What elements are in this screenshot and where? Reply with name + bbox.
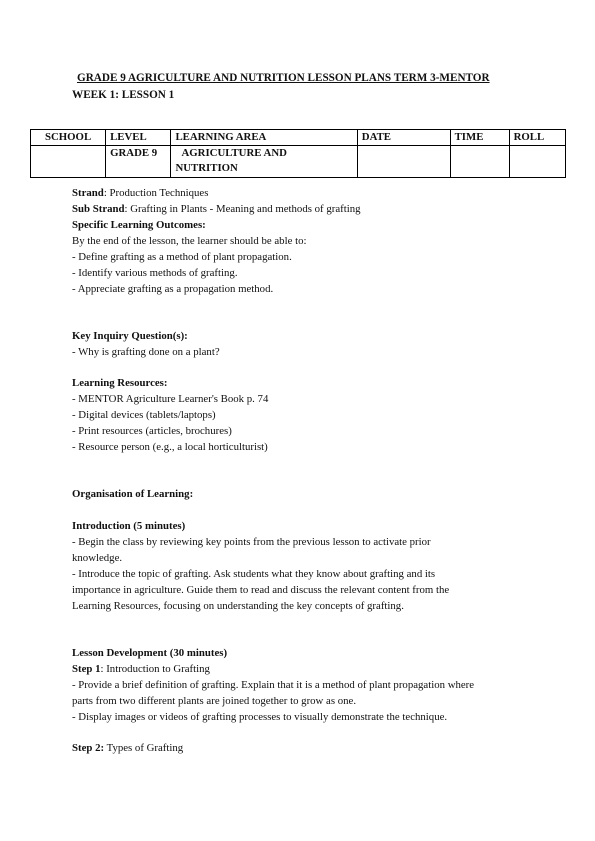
cell-school [31, 146, 106, 178]
header-learning-area: LEARNING AREA [171, 130, 357, 146]
inquiry-section [72, 328, 542, 360]
step-2-label: Step 2: [72, 742, 105, 754]
step-2-title: Types of Grafting [104, 742, 184, 754]
sub-strand-line [72, 201, 542, 217]
learning-area-line-2: NUTRITION [175, 162, 238, 174]
step-1-text-line: - Display images or videos of grafting processes to visually demonstrate the technique. [72, 711, 448, 723]
week-lesson-label: WEEK 1: LESSON 1 [72, 89, 175, 101]
outcomes-intro: By the end of the lesson, the learner should be able to: [72, 235, 307, 247]
cell-learning-area [171, 146, 357, 178]
sub-strand-value: : Grafting in Plants - Meaning and methods of grafting [124, 203, 361, 215]
resources-section [72, 375, 542, 455]
step-2-section [72, 740, 542, 756]
header-date: DATE [357, 130, 450, 146]
learning-area-line-1: AGRICULTURE AND [181, 147, 287, 159]
document-title: GRADE 9 AGRICULTURE AND NUTRITION LESSON PLANS TERM 3-MENTOR [77, 72, 490, 84]
step-1-title: : Introduction to Grafting [100, 663, 210, 675]
organisation-section [72, 486, 542, 502]
intro-text-line: - Introduce the topic of grafting. Ask students what they know about grafting and its [72, 568, 436, 580]
resources-heading: Learning Resources: [72, 377, 168, 389]
step-1-text-line: - Provide a brief definition of grafting. Explain that it is a method of plant propagation where [72, 679, 475, 691]
list-item: - Why is grafting done on a plant? [72, 346, 220, 358]
sub-strand-label: Sub Strand [72, 203, 125, 215]
intro-text-line: - Begin the class by reviewing key points from the previous lesson to activate prior [72, 536, 431, 548]
strand-value: : Production Techniques [103, 187, 209, 199]
header-level: LEVEL [106, 130, 171, 146]
lesson-info-table [30, 129, 566, 178]
cell-roll [509, 146, 565, 178]
strand-label: Strand [72, 187, 104, 199]
step-1-heading [72, 661, 542, 677]
cell-time [450, 146, 509, 178]
step-1-text-line: parts from two different plants are joined together to grow as one. [72, 695, 357, 707]
development-heading: Lesson Development (30 minutes) [72, 647, 228, 659]
intro-text-line: knowledge. [72, 552, 123, 564]
introduction-section [72, 518, 542, 614]
organisation-heading: Organisation of Learning: [72, 488, 194, 500]
strand-section [72, 185, 542, 297]
list-item: - Digital devices (tablets/laptops) [72, 409, 216, 421]
list-item: - Appreciate grafting as a propagation method. [72, 283, 274, 295]
list-item: - Resource person (e.g., a local horticulturist) [72, 441, 268, 453]
list-item: - Identify various methods of grafting. [72, 267, 238, 279]
intro-text-line: Learning Resources, focusing on understanding the key concepts of grafting. [72, 600, 404, 612]
step-2-heading [72, 740, 542, 756]
outcomes-heading: Specific Learning Outcomes: [72, 219, 206, 231]
inquiry-heading: Key Inquiry Question(s): [72, 330, 188, 342]
table-row [31, 146, 566, 178]
intro-text-line: importance in agriculture. Guide them to read and discuss the relevant content from the [72, 584, 450, 596]
list-item: - Define grafting as a method of plant propagation. [72, 251, 292, 263]
header-roll: ROLL [509, 130, 565, 146]
cell-level: GRADE 9 [106, 146, 171, 178]
header-time: TIME [450, 130, 509, 146]
cell-date [357, 146, 450, 178]
introduction-heading: Introduction (5 minutes) [72, 520, 186, 532]
table-header-row [31, 130, 566, 146]
list-item: - Print resources (articles, brochures) [72, 425, 232, 437]
header-school: SCHOOL [31, 130, 106, 146]
development-section [72, 645, 542, 725]
strand-line [72, 185, 542, 201]
step-1-label: Step 1 [72, 663, 101, 675]
list-item: - MENTOR Agriculture Learner's Book p. 74 [72, 393, 269, 405]
